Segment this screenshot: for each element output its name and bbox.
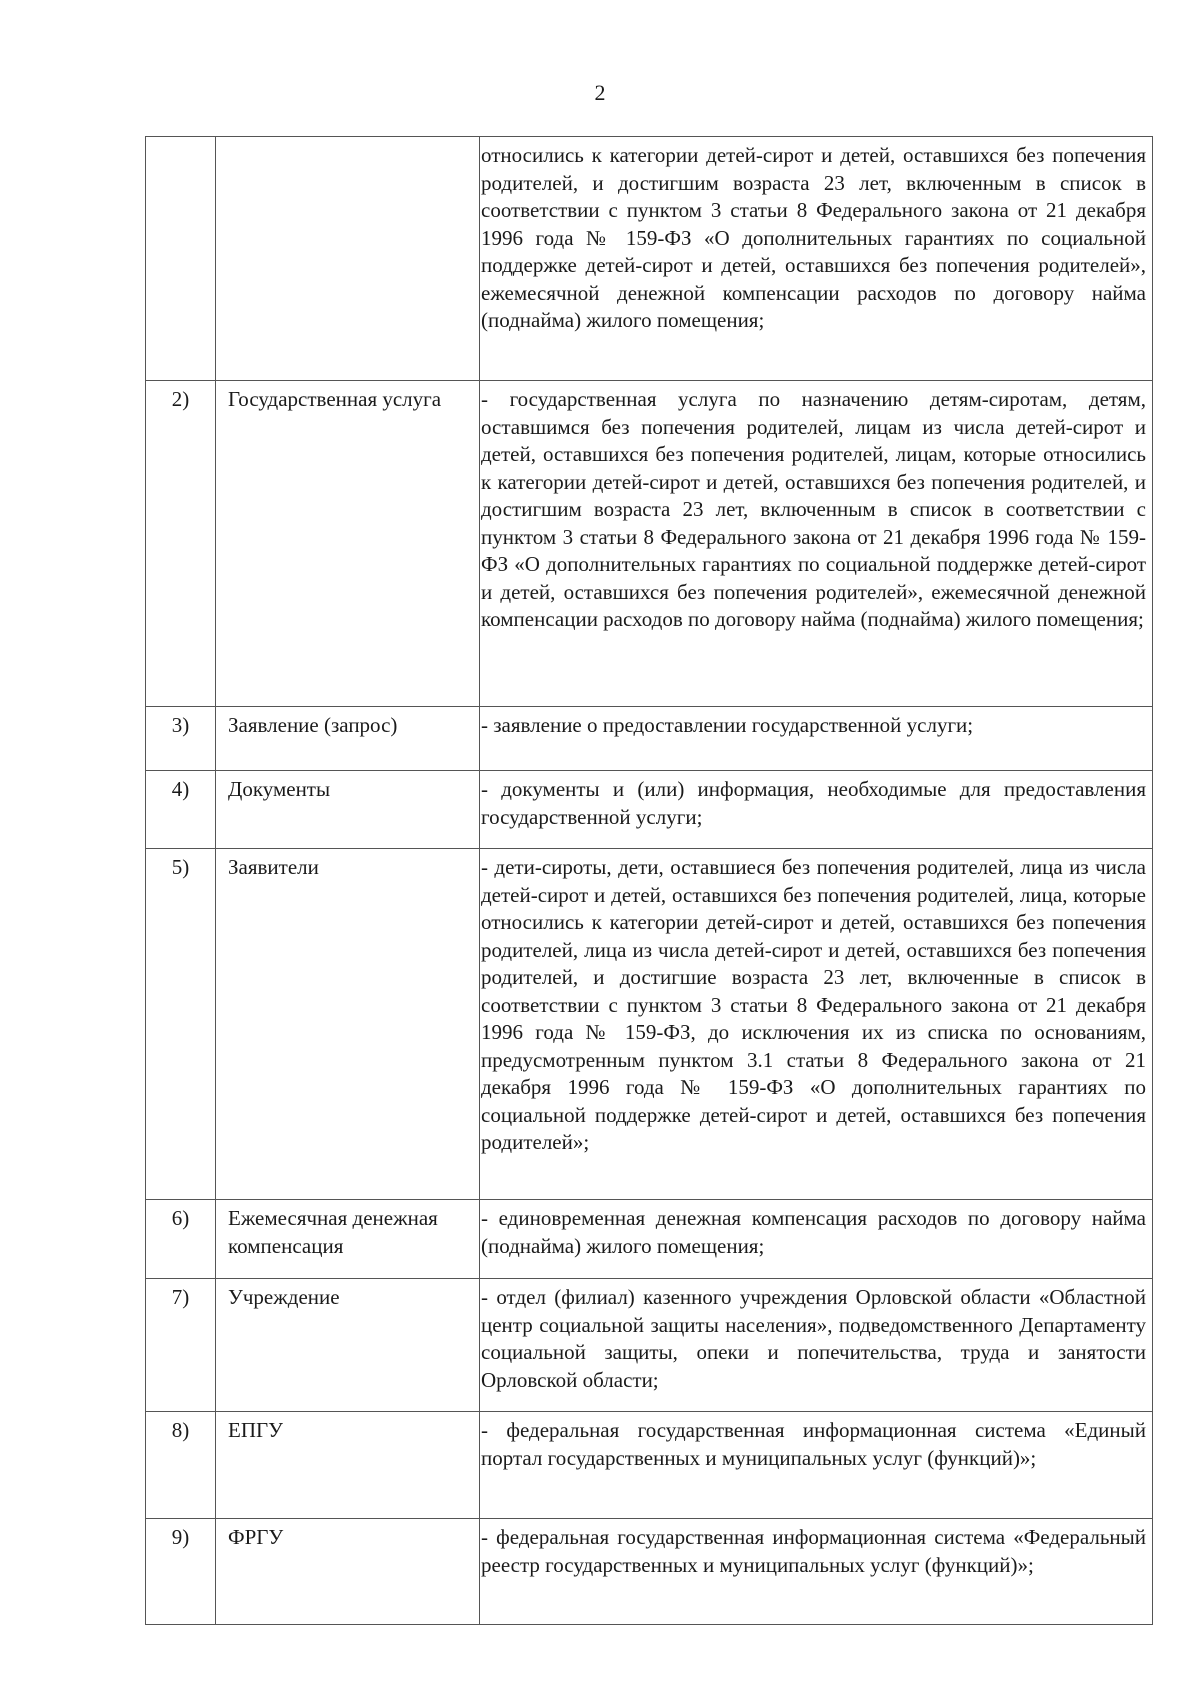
table-row — [146, 381, 1153, 707]
definition-cell: - федеральная государственная информационная система «Единый портал государственных и муниципальных услуг (функций)»; — [480, 1412, 1153, 1519]
table-row — [146, 1519, 1153, 1625]
definition-cell: - федеральная государственная информационная система «Федеральный реестр государственных и муниципальных услуг (функций)»; — [480, 1519, 1153, 1625]
row-number — [146, 137, 216, 381]
term-cell — [216, 137, 480, 381]
term-cell: Документы — [216, 771, 480, 849]
definition-cell: - заявление о предоставлении государственной услуги; — [480, 707, 1153, 771]
term-cell: Заявители — [216, 849, 480, 1200]
term-cell: Учреждение — [216, 1279, 480, 1412]
table-row — [146, 1279, 1153, 1412]
table-row — [146, 137, 1153, 381]
definition-cell: - государственная услуга по назначению детям-сиротам, детям, оставшимся без попечения родителей, лицам из числа детей-сирот и детей, оставшихся без попечения родителей, лицам, которые относились к категории детей-сирот и детей, оставшихся без попечения родителей, и достигшим возраста 23 лет, включенным в список в соответствии с пунктом 3 статьи 8 Федерального закона от 21 декабря 1996 года № 159-ФЗ «О дополнительных гарантиях по социальной поддержке детей-сирот и детей, оставшихся без попечения родителей», ежемесячной денежной компенсации расходов по договору найма (поднайма) жилого помещения; — [480, 381, 1153, 707]
row-number: 4) — [146, 771, 216, 849]
row-number: 7) — [146, 1279, 216, 1412]
row-number: 3) — [146, 707, 216, 771]
definition-cell: - отдел (филиал) казенного учреждения Орловской области «Областной центр социальной защиты населения», подведомственного Департаменту социальной защиты, опеки и попечительства, труда и занятости Орловской области; — [480, 1279, 1153, 1412]
row-number: 6) — [146, 1200, 216, 1279]
row-number: 8) — [146, 1412, 216, 1519]
definitions-table — [145, 136, 1153, 1625]
definition-cell: - единовременная денежная компенсация расходов по договору найма (поднайма) жилого помещения; — [480, 1200, 1153, 1279]
table-row — [146, 849, 1153, 1200]
row-number: 9) — [146, 1519, 216, 1625]
term-cell: ФРГУ — [216, 1519, 480, 1625]
table-row — [146, 1412, 1153, 1519]
definition-cell: - документы и (или) информация, необходимые для предоставления государственной услуги; — [480, 771, 1153, 849]
row-number: 5) — [146, 849, 216, 1200]
table-row — [146, 707, 1153, 771]
definition-cell: - дети-сироты, дети, оставшиеся без попечения родителей, лица из числа детей-сирот и детей, оставшихся без попечения родителей, лица, которые относились к категории детей-сирот и детей, оставшихся без попечения родителей, лица из числа детей-сирот и детей, оставшихся без попечения родителей, и достигшие возраста 23 лет, включенные в список в соответствии с пунктом 3 статьи 8 Федерального закона от 21 декабря 1996 года № 159-ФЗ, до исключения их из списка по основаниям, предусмотренным пунктом 3.1 статьи 8 Федерального закона от 21 декабря 1996 года № 159-ФЗ «О дополнительных гарантиях по социальной поддержке детей-сирот и детей, оставшихся без попечения родителей»; — [480, 849, 1153, 1200]
definition-cell: относились к категории детей-сирот и детей, оставшихся без попечения родителей, и достигшим возраста 23 лет, включенным в список в соответствии с пунктом 3 статьи 8 Федерального закона от 21 декабря 1996 года № 159-ФЗ «О дополнительных гарантиях по социальной поддержке детей-сирот и детей, оставшихся без попечения родителей», ежемесячной денежной компенсации расходов по договору найма (поднайма) жилого помещения; — [480, 137, 1153, 381]
term-cell: ЕПГУ — [216, 1412, 480, 1519]
table-row — [146, 771, 1153, 849]
term-cell: Заявление (запрос) — [216, 707, 480, 771]
page-number: 2 — [594, 80, 606, 105]
term-cell: Государственная услуга — [216, 381, 480, 707]
row-number: 2) — [146, 381, 216, 707]
table-row — [146, 1200, 1153, 1279]
term-cell: Ежемесячная денежная компенсация — [216, 1200, 480, 1279]
